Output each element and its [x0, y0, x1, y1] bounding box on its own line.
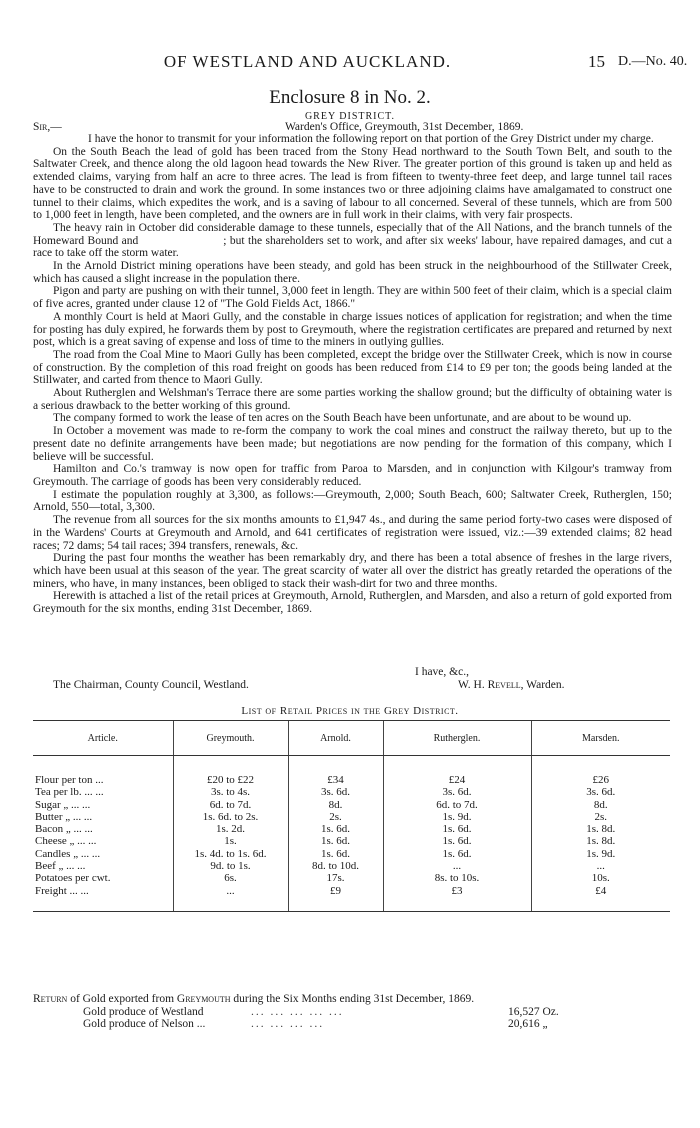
table-row	[33, 848, 670, 860]
price-cell: 1s. 6d.	[288, 835, 383, 847]
return-title-place: Greymouth	[176, 993, 231, 1005]
article-cell: Tea per lb. ... ...	[35, 786, 104, 799]
article-cell: Butter „ ... ...	[35, 810, 93, 823]
price-cell: 2s.	[288, 811, 383, 823]
paragraph: The road from the Coal Mine to Maori Gully has been completed, except the bridge over the Stillwater Creek, which is now in course of construction. By the completion of this road freight on goods has been reduced from £14 to £9 per ton; the goods being landed at the Stillwater, and carted from thence to Maori Gully.	[33, 348, 672, 387]
price-cell: 8s. to 10s.	[383, 872, 531, 884]
table-caption: List of Retail Prices in the Grey District.	[241, 705, 459, 717]
price-cell: £34	[288, 774, 383, 786]
paragraph: The company formed to work the lease of ten acres on the South Beach have been unfortunate, and are about to be wound up.	[53, 412, 632, 425]
letter-body	[33, 133, 672, 616]
article-cell: Freight ... ...	[35, 884, 89, 897]
leader-dots: ... ... ... ... ...	[251, 1005, 344, 1018]
paragraph: About Rutherglen and Welshman's Terrace there are some parties working the shallow ground; but the difficulty of obtaining water is a serious drawback to the better working of this ground.	[33, 387, 672, 412]
header-title: OF WESTLAND AND AUCKLAND.	[163, 52, 452, 71]
return-title-suffix: during the Six Months ending 31st December, 1869.	[233, 993, 475, 1005]
price-cell: 17s.	[288, 872, 383, 884]
table-row	[33, 885, 670, 897]
price-cell: 8d. to 10d.	[288, 860, 383, 872]
price-cell: 3s. to 4s.	[173, 786, 288, 798]
district-heading: GREY DISTRICT.	[304, 111, 396, 122]
price-cell: 6d. to 7d.	[173, 799, 288, 811]
return-title-text	[33, 993, 474, 1005]
table-row	[33, 823, 670, 835]
addressee: The Chairman, County Council, Westland.	[53, 679, 249, 691]
article-cell: Sugar „ ... ...	[35, 798, 91, 811]
price-cell: 3s. 6d.	[288, 786, 383, 798]
paragraph: The revenue from all sources for the six months amounts to £1,947 4s., and during the same period forty-two cases were disposed of in the Wardens' Courts at Greymouth and Arnold, and 641 certificates of registration were issued, viz.:—39 extended claims; 82 head races; 72 dams; 54 tail races; 394 transfers, renewals, &c.	[33, 514, 672, 552]
paragraph: During the past four months the weather has been remarkably dry, and there has been a total absence of freshes in the large rivers, which have been usual at this season of the year. The great scarcity of water all over the district has greatly retarded the operations of the miners, who have, in many instances, been obliged to stack their wash-dirt for two and three months.	[33, 552, 672, 590]
return-item-value: 16,527 Oz.	[508, 1005, 559, 1018]
price-cell: 1s. 4d. to 1s. 6d.	[173, 848, 288, 860]
signature-title: Warden.	[526, 679, 565, 691]
price-cell: 1s. 8d.	[531, 835, 670, 847]
price-cell: 1s. 6d.	[288, 823, 383, 835]
price-cell: 1s.	[173, 835, 288, 847]
paragraph: I have the honor to transmit for your information the following report on that portion of the Grey District under my charge.	[88, 133, 654, 145]
table-row	[33, 872, 670, 884]
paragraph: Hamilton and Co.'s tramway is now open for traffic from Paroa to Marsden, and in conjunction with Kilgour's tramway from Greymouth. The carriage of goods has been very considerably reduced.	[33, 463, 672, 488]
closing: I have, &c.,	[415, 666, 469, 678]
price-cell: 1s. 6d.	[383, 835, 531, 847]
price-cell: 1s. 6d.	[383, 823, 531, 835]
paragraph: A monthly Court is held at Maori Gully, and the constable in charge issues notices of application for registration; and when the time for posting has duly expired, he forwards them by post to Greymouth, where the registration certificates are prepared and returned by next post, which is a great saving of expense and loss of time to the miners in outlying gullies.	[33, 310, 672, 349]
signature	[458, 679, 565, 691]
return-title-prefix: Return	[33, 993, 68, 1005]
table-spacer	[33, 756, 670, 775]
return-title-mid: of Gold exported from	[70, 993, 175, 1005]
paragraph: Pigon and party are pushing on with their tunnel, 3,000 feet in length. They are within 500 feet of their claim, which is a special claim of five acres, granted under clause 12 of "The Gold Fields Act, 1866."	[33, 285, 672, 311]
price-cell: ...	[531, 860, 670, 872]
price-cell: 9d. to 1s.	[173, 860, 288, 872]
paragraph: In the Arnold District mining operations have been steady, and gold has been struck in the neighbourhood of the Stillwater Creek, which has caused a slight increase in the population there.	[33, 260, 672, 285]
price-cell: £3	[383, 885, 531, 897]
return-item-label: Gold produce of Nelson ...	[83, 1018, 206, 1031]
table-row	[33, 811, 670, 823]
retail-prices-table	[33, 720, 670, 912]
table-row	[33, 786, 670, 798]
leader-dots: ... ... ... ...	[251, 1018, 325, 1031]
price-cell: £26	[531, 774, 670, 786]
price-cell: 1s. 6d.	[383, 848, 531, 860]
price-cell: 1s. 8d.	[531, 823, 670, 835]
gold-return	[33, 993, 670, 1031]
table-row	[33, 860, 670, 872]
return-item	[33, 1018, 670, 1031]
return-item	[33, 1006, 670, 1019]
return-item-value: 20,616 „	[508, 1018, 548, 1031]
page-number: 15	[588, 52, 605, 71]
article-cell: Potatoes per cwt.	[35, 872, 111, 885]
table-end	[33, 897, 670, 912]
signature-name: W. H. Revell,	[458, 679, 524, 691]
paragraph-part: The heavy rain in October did considerable damage to these tunnels, especially that of the All Nations, and the branch tunnels of the Homeward Bound and	[33, 221, 672, 247]
paragraph: On the South Beach the lead of gold has been traced from the Stony Head northward to the South Town Belt, and south to the Saltwater Creek, and thence along the old lagoon head towards the New River. The greater portion of this ground is taken up and held as extended claims, varying from half an acre to three acres. The lead is from fifteen to twenty-three feet deep, and large tunnel tail races have to be constructed to drain and work the ground. In some instances two or three adjoining claims have amalgamated to construct one tunnel to their claims, which expedites the work, and is a saving of labour to all concerned. Several of these tunnels, which are from 500 to 1,000 feet in length, have been completed, and the owners are in full work in their claims, with very fair prospects.	[33, 145, 672, 222]
running-header	[0, 52, 700, 76]
return-item-label: Gold produce of Westland	[83, 1005, 204, 1018]
article-cell: Candles „ ... ...	[35, 847, 101, 860]
price-cell: £9	[288, 885, 383, 897]
paragraph: In October a movement was made to re-form the company to work the coal mines and construct the railway thereto, but up to the present date no definite arrangements have been made; but negotiations are now pending for the formation of this company, which I believe will be successful.	[33, 425, 672, 463]
column-header: Rutherglen.	[383, 721, 531, 756]
column-header: Marsden.	[531, 721, 670, 756]
price-cell: 8d.	[288, 799, 383, 811]
price-cell: £20 to £22	[173, 774, 288, 786]
paragraph	[33, 222, 672, 260]
salutation: Sir,—	[33, 121, 62, 133]
article-cell: Bacon „ ... ...	[35, 823, 93, 836]
dateline: Warden's Office, Greymouth, 31st December, 1869.	[285, 121, 524, 133]
price-cell: £4	[531, 885, 670, 897]
price-cell: 1s. 9d.	[383, 811, 531, 823]
price-cell: 10s.	[531, 872, 670, 884]
paragraph: I estimate the population roughly at 3,300, as follows:—Greymouth, 2,000; South Beach, 600; Saltwater Creek, Rutherglen, 150; Arnold, 550—total, 3,300.	[33, 488, 672, 514]
paragraph-part: ; but the shareholders set to work, and after six weeks' labour, have repaired damages, and cut a race to take off the storm water.	[33, 234, 672, 260]
table-row	[33, 774, 670, 786]
price-cell: £24	[383, 774, 531, 786]
table-row	[33, 835, 670, 847]
document-number: D.—No. 40.	[618, 54, 688, 69]
price-cell: 1s. 6d. to 2s.	[173, 811, 288, 823]
price-cell: 6s.	[173, 872, 288, 884]
price-cell: ...	[173, 885, 288, 897]
article-cell: Cheese „ ... ...	[35, 835, 97, 848]
price-cell: 3s. 6d.	[531, 786, 670, 798]
paragraph: Herewith is attached a list of the retail prices at Greymouth, Arnold, Rutherglen, and Marsden, and also a return of gold exported from Greymouth for the six months, ending 31st December, 1869.	[33, 590, 672, 616]
table-header-row	[33, 721, 670, 756]
price-cell: ...	[383, 860, 531, 872]
column-header: Arnold.	[288, 721, 383, 756]
enclosure-heading: Enclosure 8 in No. 2.	[269, 87, 431, 108]
price-cell: 2s.	[531, 811, 670, 823]
price-cell: 1s. 2d.	[173, 823, 288, 835]
table-row	[33, 799, 670, 811]
column-header: Article.	[33, 721, 173, 756]
price-cell: 8d.	[531, 799, 670, 811]
price-cell: 1s. 6d.	[288, 848, 383, 860]
article-cell: Beef „ ... ...	[35, 860, 86, 873]
price-cell: 3s. 6d.	[383, 786, 531, 798]
price-cell: 1s. 9d.	[531, 848, 670, 860]
article-cell: Flour per ton ...	[35, 774, 104, 786]
column-header: Greymouth.	[173, 721, 288, 756]
price-cell: 6d. to 7d.	[383, 799, 531, 811]
return-title	[33, 993, 670, 1006]
